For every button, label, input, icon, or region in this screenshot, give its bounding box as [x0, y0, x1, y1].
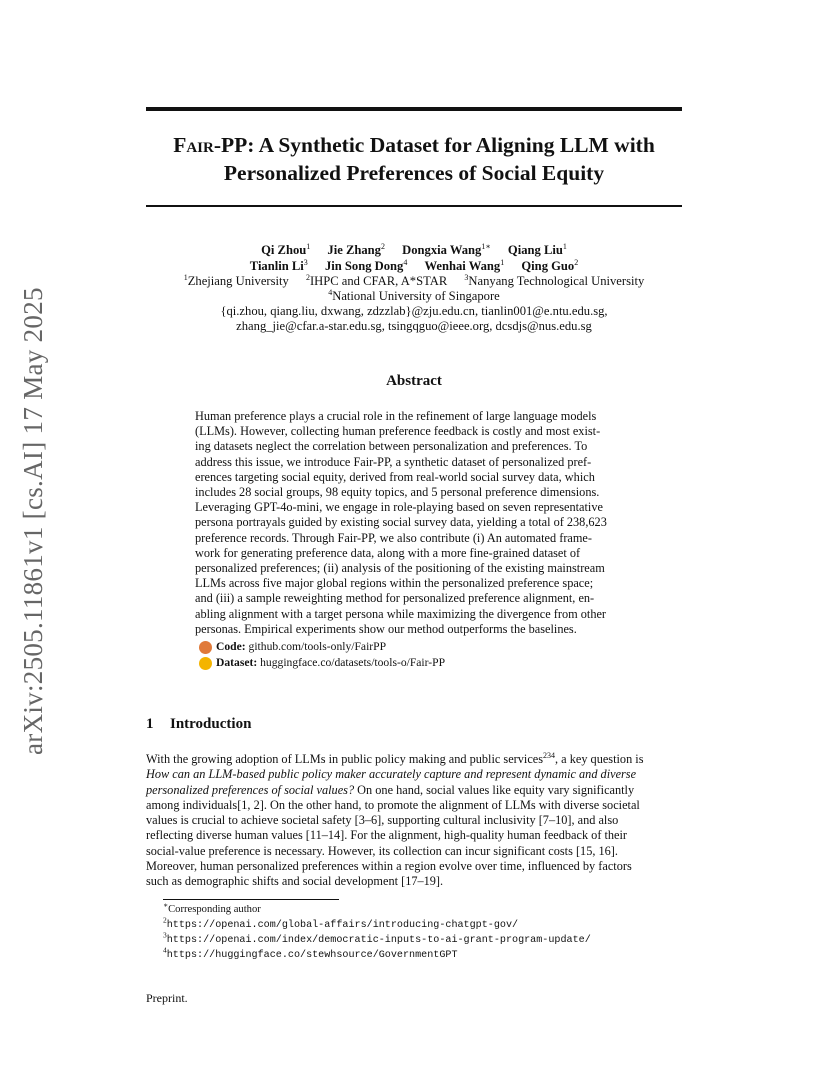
abstract-line: Leveraging GPT-4o-mini, we engage in role-playing based on seven representative [195, 500, 603, 515]
emails-line-2: zhang_jie@cfar.a-star.edu.sg, tsingqguo@ieee.org, dcsdjs@nus.edu.sg [236, 319, 592, 333]
dataset-url: huggingface.co/datasets/tools-o/Fair-PP [260, 656, 446, 669]
code-url: github.com/tools-only/FairPP [248, 640, 387, 653]
github-icon [199, 641, 212, 654]
author-name: Qing Guo [521, 259, 575, 273]
abstract-line: abling alignment with a target persona while maximizing the divergence from other [195, 606, 607, 621]
author-name: Tianlin Li [249, 259, 304, 273]
author-aff: 1 [500, 257, 505, 267]
abstract-line: personalized preferences; (ii) analysis of the positioning of the existing mainstream [195, 561, 605, 576]
section-number: 1 [146, 716, 154, 732]
affiliation: Zhejiang University [187, 274, 289, 288]
dataset-link[interactable] [199, 656, 445, 669]
footnote-link[interactable]: $^4$https://huggingface.co/stewhsource/GovernmentGPT [163, 945, 458, 961]
huggingface-icon [199, 657, 212, 670]
author-name: Jie Zhang [327, 243, 381, 257]
abstract-line: preference records. Through Fair-PP, we also contribute (i) An automated frame- [195, 530, 592, 545]
intro-line: such as demographic shifts and social development [17–19]. [146, 874, 444, 889]
abstract-line: personas. Empirical experiments show our method outperforms the baselines. [195, 621, 577, 636]
title-top-rule [146, 107, 682, 111]
author-row-1 [120, 243, 708, 258]
footnote-rule [163, 899, 339, 900]
abstract-line: address this issue, we introduce Fair-PP, a synthetic dataset of personalized pref- [195, 454, 592, 469]
author-aff: 1∗ [481, 241, 491, 251]
author-name: Jin Song Dong [324, 259, 404, 273]
affiliations-row: $^1$Zhejiang University $^2$IHPC and CFAR, A*STAR $^3$Nanyang Technological University [183, 272, 645, 288]
intro-line: values is crucial to achieve societal safety [3–6], supporting cultural inclusivity [7–10], and also [146, 813, 619, 828]
intro-line: How can an LLM-based public policy maker accurately capture and represent dynamic and diverse [146, 767, 637, 782]
emails-line-1: {qi.zhou, qiang.liu, dxwang, zdzzlab}@zju.edu.cn, tianlin001@e.ntu.edu.sg, [220, 304, 608, 318]
abstract-body [195, 409, 633, 637]
section-title: Introduction [170, 716, 252, 732]
code-label: Code: [216, 640, 246, 653]
author-name: Qiang Liu [507, 243, 563, 257]
footnote-link[interactable]: $^3$https://openai.com/index/democratic-inputs-to-ai-grant-program-update/ [163, 930, 591, 946]
abstract-line: Human preference plays a crucial role in the refinement of large language models [195, 409, 597, 423]
author-name: Wenhai Wang [424, 259, 501, 273]
title-line1-rest: : A Synthetic Dataset for Aligning LLM with [247, 133, 655, 157]
footer-preprint: Preprint. [146, 991, 188, 1005]
intro-line: social-value preference is necessary. However, its collection can incur significant costs [15, 16]. [146, 843, 618, 858]
author-name: Dongxia Wang [402, 243, 482, 257]
abstract-line: LLMs across five major global regions within the personalized preference space; [195, 576, 594, 591]
abstract-line: erences targeting social equity, derived from real-world social survey data, which [195, 469, 595, 484]
abstract-line: and (iii) a sample reweighting method for personalized preference alignment, en- [195, 591, 595, 606]
footnote-corresponding: ∗Corresponding author [163, 900, 261, 915]
code-link[interactable] [199, 640, 386, 653]
title-line2: Personalized Preferences of Social Equity [223, 161, 605, 185]
abstract-heading: Abstract [386, 373, 442, 389]
abstract-line: ing datasets neglect the correlation between personalization and preferences. To [195, 439, 588, 454]
abstract-line: includes 28 social groups, 98 equity topics, and 5 personal preference dimensions. [195, 485, 600, 500]
title-name-prefix: Fair [173, 133, 214, 157]
title-bottom-rule [146, 205, 682, 207]
author-aff: 1 [306, 241, 311, 251]
author-row-2 [120, 259, 708, 274]
author-aff: 2 [380, 241, 385, 251]
affiliation: Nanyang Technological University [468, 274, 645, 288]
arxiv-identifier: arXiv:2505.11861v1 [cs.AI] 17 May 2025 [18, 287, 48, 755]
author-aff: 1 [562, 241, 567, 251]
intro-line: among individuals[1, 2]. On the other hand, to promote the alignment of LLMs with diverse societal [146, 797, 640, 812]
section-heading-introduction [146, 716, 251, 733]
introduction-paragraph [146, 752, 682, 890]
affiliation: IHPC and CFAR, A*STAR [309, 274, 448, 288]
footnote-link[interactable]: $^2$https://openai.com/global-affairs/introducing-chatgpt-gov/ [163, 915, 519, 931]
intro-line: With the growing adoption of LLMs in public policy making and public services$^{234}$, a key question is [146, 750, 644, 766]
author-aff: 3 [303, 257, 308, 267]
author-aff: 2 [574, 257, 579, 267]
paper-title [120, 131, 708, 187]
author-name: Qi Zhou [261, 243, 307, 257]
title-name-suffix: -PP [213, 133, 248, 157]
author-aff: 4 [403, 257, 408, 267]
abstract-line: (LLMs). However, collecting human preference feedback is costly and most exist- [195, 424, 601, 439]
abstract-line: persona portrayals guided by existing social survey data, yielding a total of 238,623 [195, 515, 607, 530]
intro-line: Moreover, human personalized preferences within a region evolve over time, influenced by factors [146, 859, 632, 874]
dataset-label: Dataset: [216, 656, 258, 669]
affiliation-4: $^4$National University of Singapore [328, 287, 500, 303]
abstract-line: work for generating preference data, along with a more fine-grained dataset of [195, 545, 581, 560]
intro-line: personalized preferences of social values? On one hand, social values like equity vary significantly [146, 782, 635, 797]
intro-line: reflecting diverse human values [11–14]. For the alignment, high-quality human feedback of their [146, 828, 628, 843]
